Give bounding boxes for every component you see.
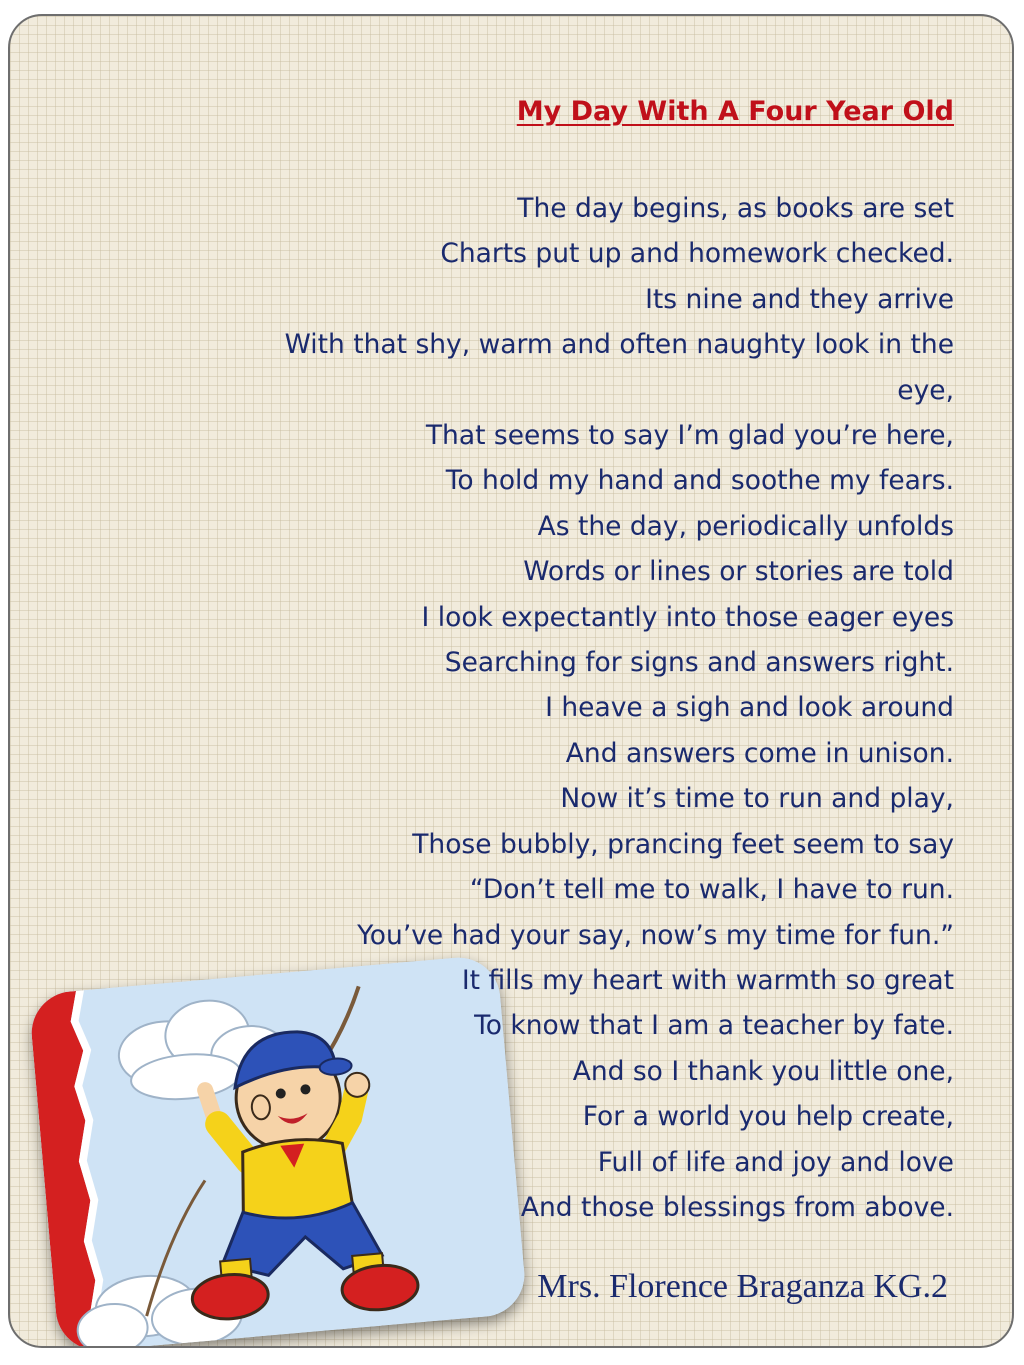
poem-line: Its nine and they arrive	[645, 283, 954, 315]
poem-line: For a world you help create,	[582, 1101, 954, 1133]
poem-line: With that shy, warm and often naughty look in the	[284, 329, 954, 361]
poem-line: The day begins, as books are set	[517, 193, 954, 224]
poem-line: It fills my heart with warmth so great	[461, 964, 954, 996]
poem-line: I heave a sigh and look around	[545, 692, 954, 724]
poem-line: To hold my hand and soothe my fears.	[445, 465, 954, 497]
poem-line: Searching for signs and answers right.	[444, 647, 954, 679]
poem-line: To know that I am a teacher by fate.	[474, 1010, 954, 1042]
poem-line: Words or lines or stories are told	[523, 556, 954, 588]
poem-line: I look expectantly into those eager eyes	[421, 601, 954, 633]
poem-line: “Don’t tell me to walk, I have to run.	[469, 874, 954, 906]
poem-line: And answers come in unison.	[565, 737, 954, 769]
poem-line: You’ve had your say, now’s my time for fun.”	[357, 919, 954, 951]
poem-line: That seems to say I’m glad you’re here,	[425, 420, 954, 452]
poem-line: Those bubbly, prancing feet seem to say	[412, 828, 954, 860]
poem-line: Charts put up and homework checked.	[440, 238, 954, 270]
slide-background	[8, 14, 1014, 1348]
poem-line: As the day, periodically unfolds	[537, 510, 954, 542]
poem-line: Full of life and joy and love	[597, 1146, 954, 1178]
poem-title: My Day With A Four Year Old	[516, 96, 954, 127]
poem-line: Now it’s time to run and play,	[560, 783, 954, 815]
author-signature: Mrs. Florence Braganza KG.2	[537, 1268, 948, 1305]
poem-line: eye,	[897, 374, 954, 406]
poem-line: And those blessings from above.	[520, 1191, 954, 1223]
poem-line: And so I thank you little one,	[572, 1055, 954, 1087]
poem-block	[134, 94, 954, 1230]
